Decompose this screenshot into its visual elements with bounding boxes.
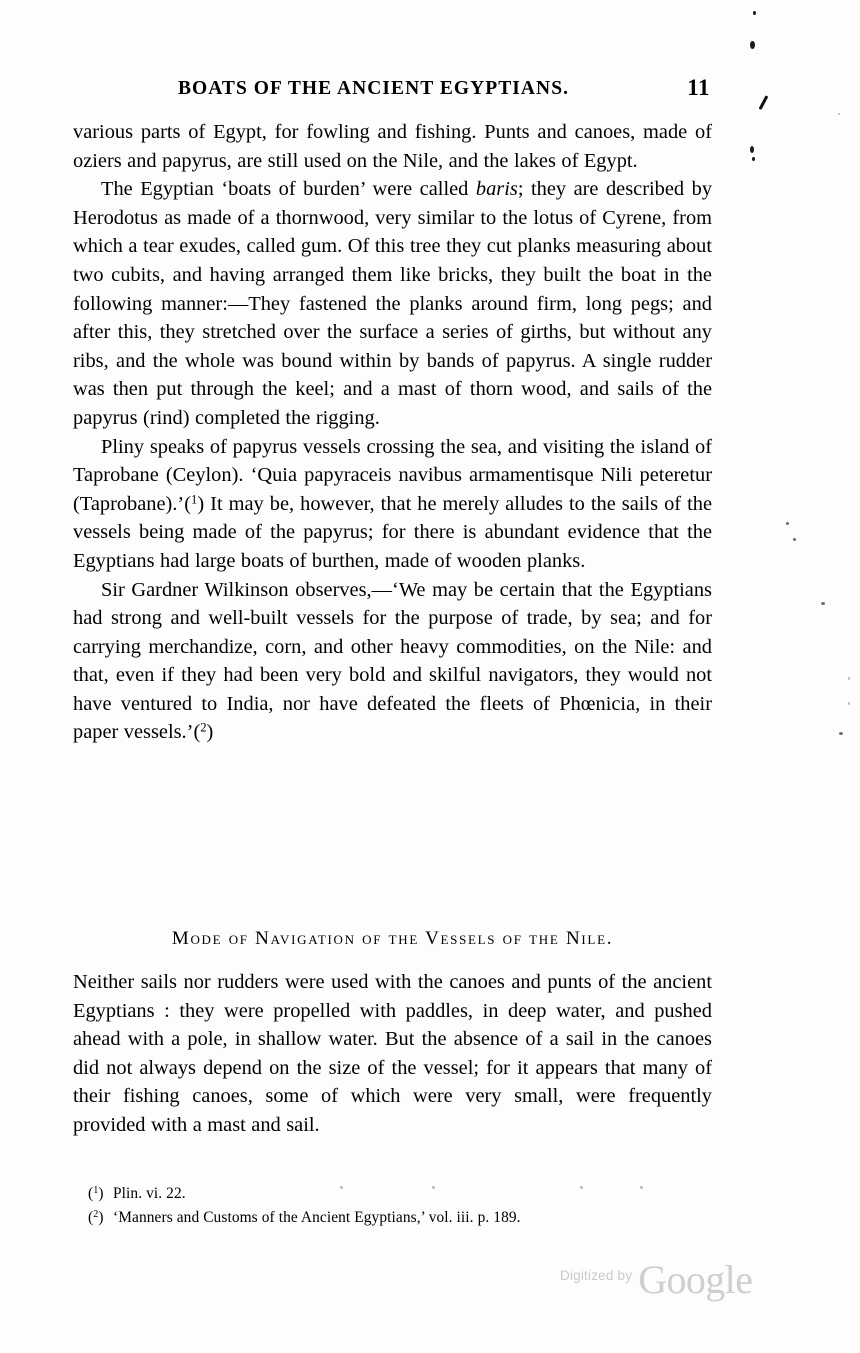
ink-speck	[821, 602, 825, 605]
footnote-2-marker: ($^2$)	[88, 1208, 104, 1226]
paragraph-2-tail: ; they are described by Herodotus as made of a thornwood, very similar to the lotus of Cyrene, from which a tear exudes, called gum. Of this tree they cut planks measuring about two cubits, and having arranged them like bricks, they built the boat in the following manner:—They fastened the planks around firm, long pegs; and after this, they stretched over the surface a series of girths, but without any ribs, and the whole was bound within by bands of papyrus. A single rudder was then put through the keel; and a mast of thorn wood, and sails of the papyrus (rind) completed the rigging.	[73, 178, 713, 429]
body-text-block	[73, 118, 712, 747]
ink-speck	[793, 538, 796, 541]
paragraph-2	[73, 175, 712, 432]
ink-speck	[839, 732, 843, 735]
page-number: 11	[687, 75, 710, 100]
digitized-by-google-watermark	[560, 1256, 752, 1303]
ink-speck	[786, 522, 789, 525]
footnote-block	[88, 1182, 712, 1229]
watermark-prefix: Digitized by	[560, 1268, 633, 1283]
ink-speck	[753, 11, 756, 15]
footnote-1-text: Plin. vi. 22.	[113, 1185, 186, 1202]
section-heading-wrap	[73, 928, 712, 950]
ink-speck	[750, 146, 754, 153]
footnote-2-text: ‘Manners and Customs of the Ancient Egyptians,’ vol. iii. p. 189.	[113, 1208, 521, 1226]
paragraph-4	[73, 576, 712, 748]
ink-mark	[759, 95, 768, 109]
paragraph-5: Neither sails nor rudders were used with the canoes and punts of the ancient Egyptians : they were propelled with paddles, in deep water, and pushed ahead with a pole, in shallow water. But the absence of a sail in the canoes did not always depend on the size of the vessel; for it appears that many of their fishing canoes, some of which were very small, were frequently provided with a mast and sail.	[73, 971, 712, 1136]
term-baris: baris	[475, 178, 518, 201]
section-heading: Mode of Navigation of the Vessels of the Nile.	[171, 928, 614, 949]
footnote-1-marker: ($^1$)	[88, 1184, 104, 1202]
paragraph-1: various parts of Egypt, for fowling and fishing. Punts and canoes, made of oziers and papyrus, are still used on the Nile, and the lakes of Egypt.	[73, 121, 712, 172]
ink-speck	[848, 702, 850, 705]
paragraph-2-lead: The Egyptian ‘boats of burden’ were called	[101, 178, 476, 201]
footnote-ref-1: ($^1$)	[184, 492, 205, 515]
ink-speck	[848, 677, 850, 680]
running-head	[73, 75, 710, 108]
running-head-title: BOATS OF THE ANCIENT EGYPTIANS.	[177, 78, 570, 99]
ink-speck	[752, 157, 755, 161]
footnote-ref-2: ($^2$)	[193, 720, 214, 744]
watermark-brand: Google	[638, 1257, 753, 1302]
paragraph-3-tail: It may be, however, that he merely alludes to the sails of the vessels being made of the papyrus; for there is abundant evidence that the Egyptians had large boats of burthen, made of wooden planks.	[73, 492, 712, 572]
ink-speck	[750, 41, 755, 49]
paragraph-3	[73, 433, 712, 576]
post-heading-text-block	[73, 968, 712, 1140]
ink-speck	[838, 113, 840, 115]
paragraph-4-lead: Sir Gardner Wilkinson observes,—‘We may be certain that the Egyptians had strong and well-built vessels for the purpose of trade, by sea; and for carrying merchandize, corn, and other heavy commodities, on the Nile: and that, even if they had been very bold and skilful navigators, they would not have ventured to India, nor have defeated the fleets of Phœnicia, in their paper vessels.’	[73, 578, 712, 744]
paragraph-3-lead: Pliny speaks of papyrus vessels crossing the sea, and visiting the island of Taprobane (Ceylon). ‘Quia papyraceis navibus armamentisque Nili peteretur (Taprobane).’	[73, 435, 712, 515]
footnote-1	[88, 1182, 712, 1206]
footnote-2	[88, 1206, 712, 1230]
